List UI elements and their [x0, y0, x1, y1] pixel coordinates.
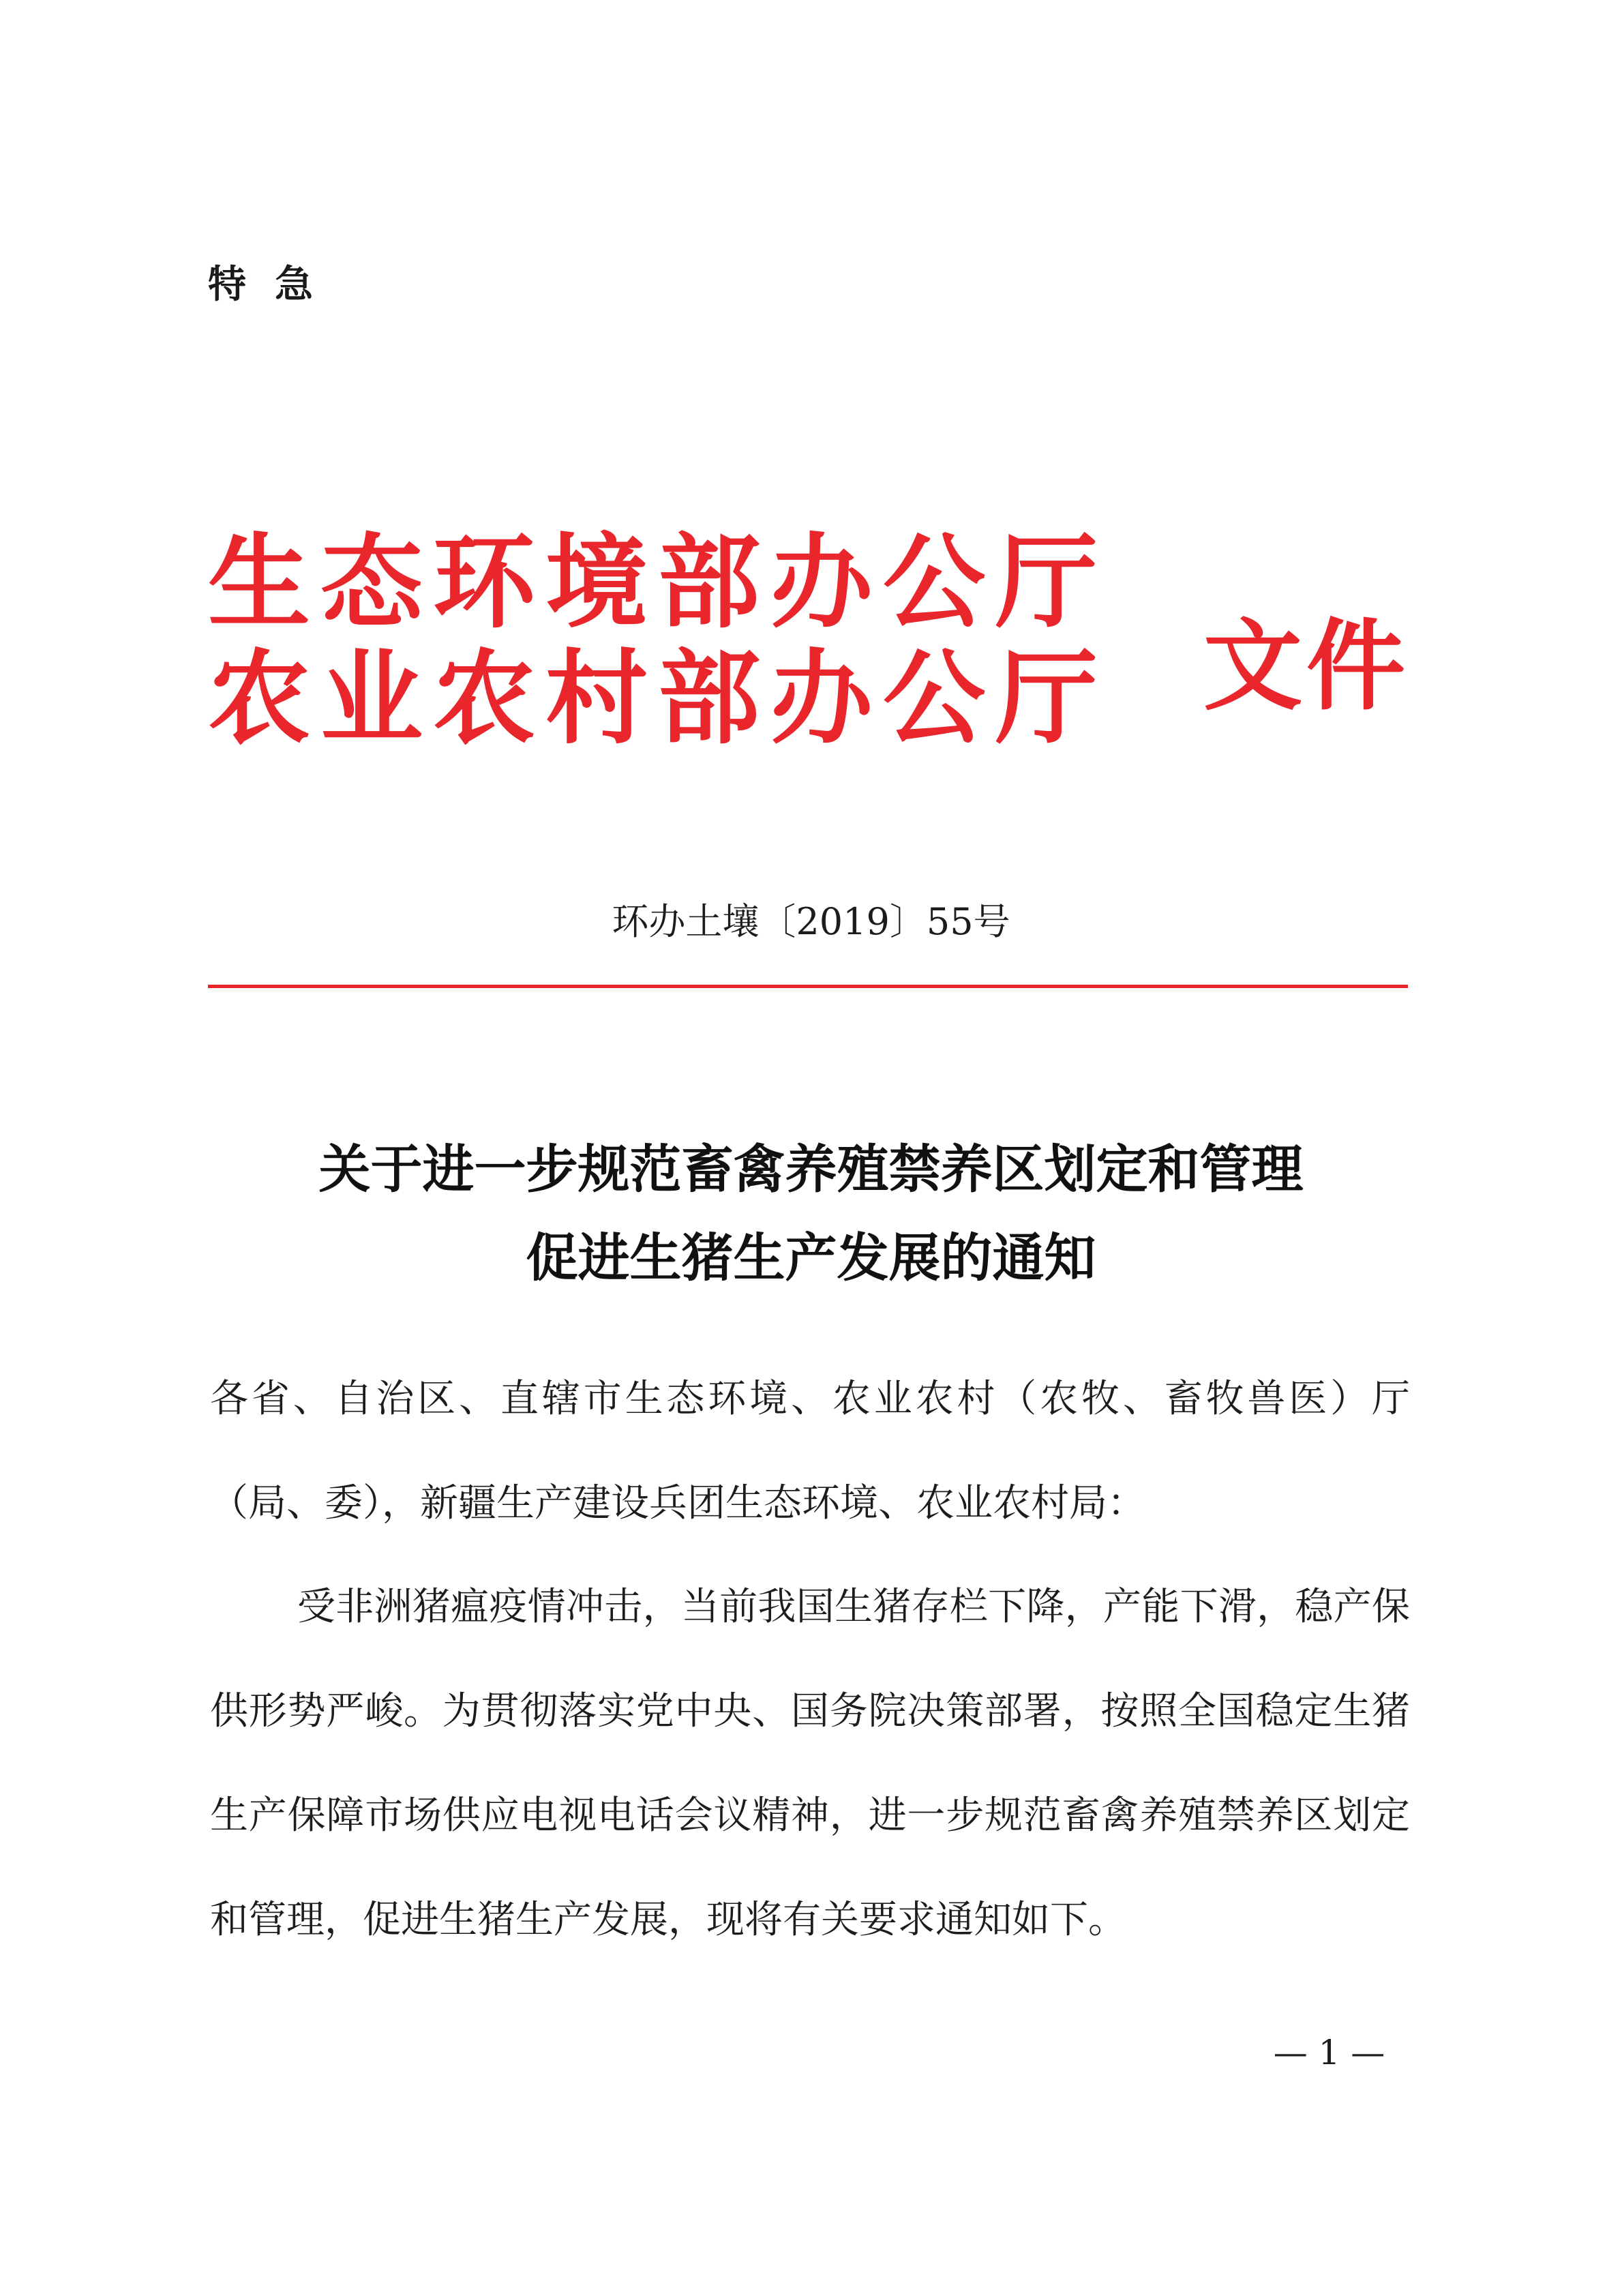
title-line-2: 促进生猪生产发展的通知	[526, 1227, 1096, 1288]
issuing-authorities	[208, 524, 1109, 764]
document-number: 环办土壤〔2019〕55号	[612, 900, 1010, 943]
title-line-1: 关于进一步规范畜禽养殖禁养区划定和管理	[318, 1139, 1304, 1199]
issuer-line-1: 生态环境部办公厅	[208, 524, 1109, 642]
urgency-label: 特急	[208, 263, 342, 307]
document-type-suffix: 文件	[1203, 609, 1409, 724]
page-number: — 1 —	[1273, 2033, 1385, 2072]
addressee-paragraph: 各省、自治区、直辖市生态环境、农业农村（农牧、畜牧兽医）厅（局、委），新疆生产建设兵团生态环境、农业农村局：	[210, 1377, 1410, 1525]
body-paragraph: 受非洲猪瘟疫情冲击，当前我国生猪存栏下降，产能下滑，稳产保供形势严峻。为贯彻落实党中央、国务院决策部署，按照全国稳定生猪生产保障市场供应电视电话会议精神，进一步规范畜禽养殖禁养区划定和管理，促进生猪生产发展，现将有关要求通知如下。	[210, 1585, 1410, 1942]
issuer-line-2: 农业农村部办公厅	[208, 640, 1109, 758]
document-title	[0, 1125, 1622, 1302]
red-separator-line	[208, 985, 1408, 988]
